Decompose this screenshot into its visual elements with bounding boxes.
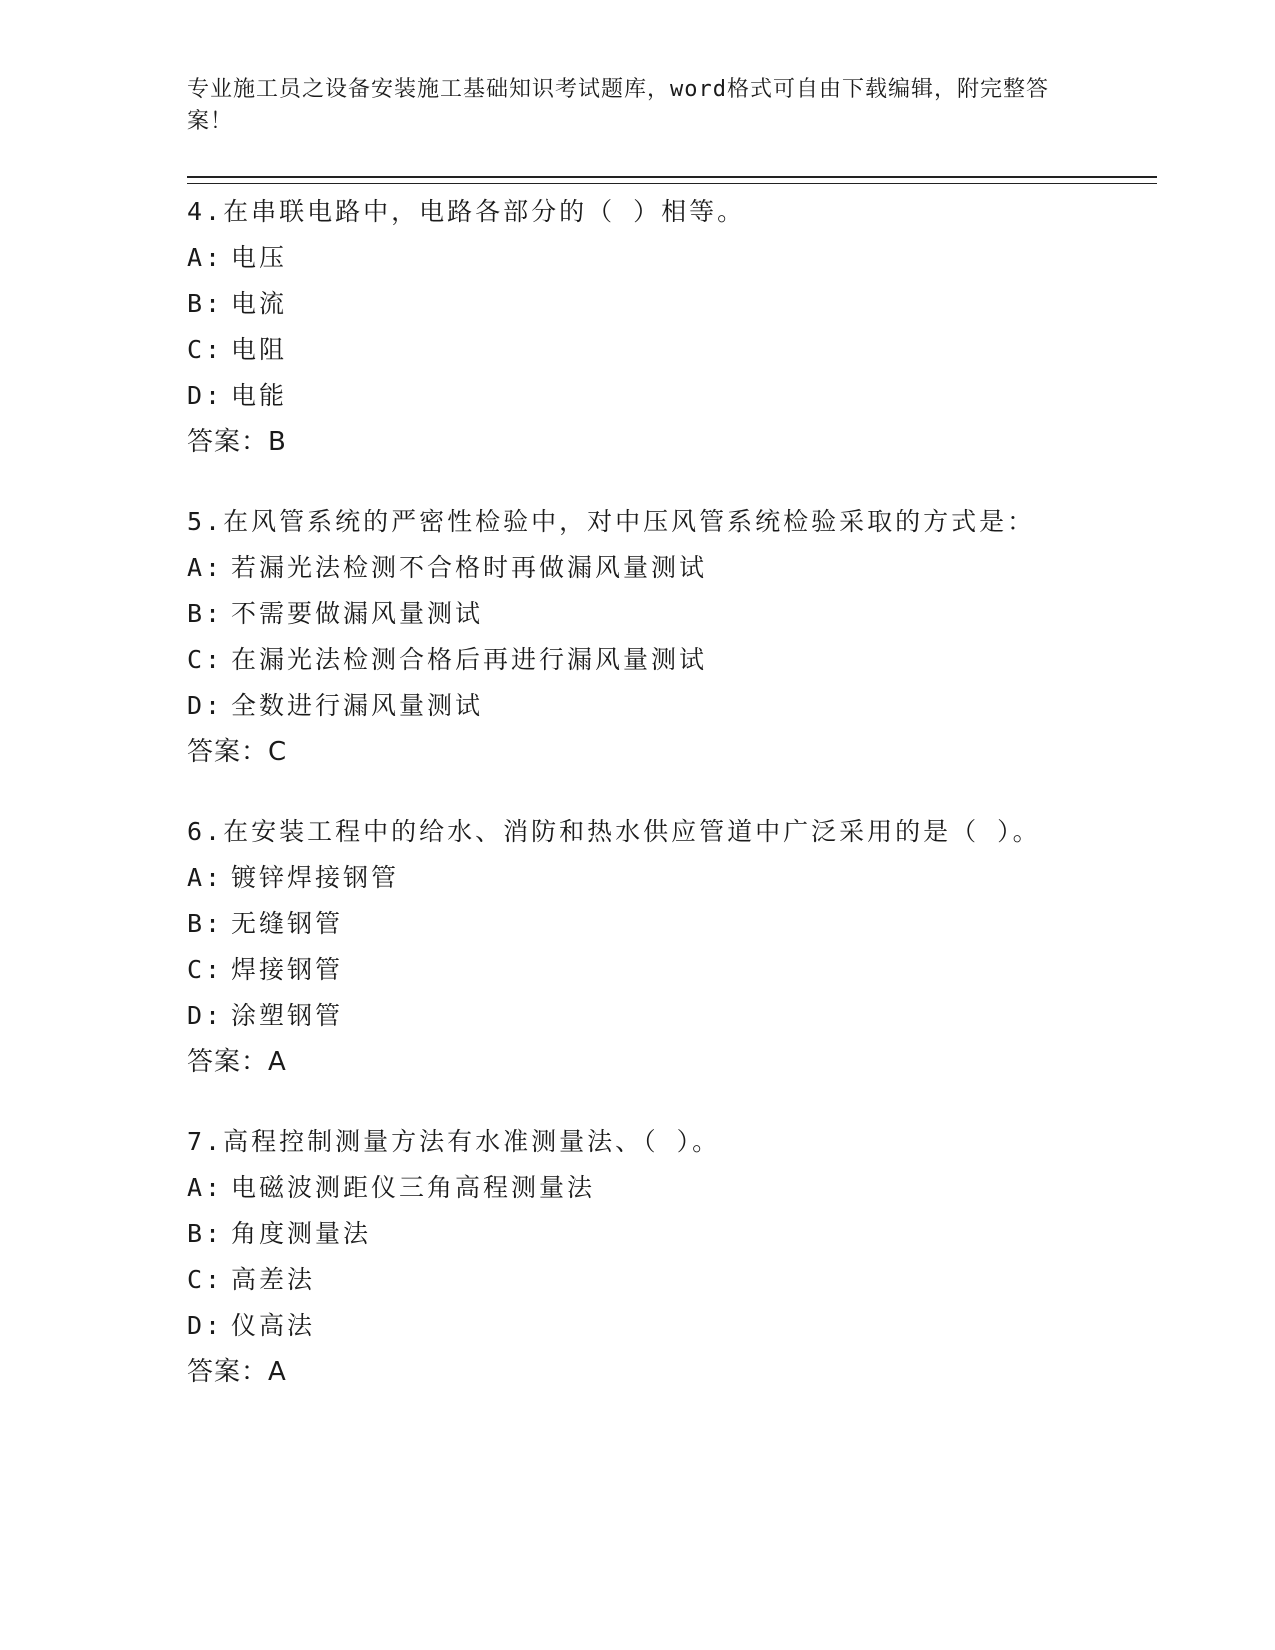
- option-c: [187, 637, 1187, 683]
- option-letter: D:: [187, 1001, 224, 1030]
- option-letter: D:: [187, 1311, 224, 1340]
- option-letter: B:: [187, 909, 224, 938]
- option-letter: B:: [187, 289, 224, 318]
- answer-label: 答案：: [187, 1357, 269, 1387]
- header-divider: [187, 176, 1157, 184]
- option-d: [187, 1303, 1187, 1349]
- question-list: [187, 189, 1187, 1429]
- option-a: [187, 235, 1187, 281]
- option-text: 全数进行漏风量测试: [231, 691, 484, 720]
- option-d: [187, 683, 1187, 729]
- question-6: [187, 809, 1187, 1085]
- option-letter: B:: [187, 599, 224, 628]
- option-d: [187, 993, 1187, 1039]
- option-c: [187, 947, 1187, 993]
- option-text: 高差法: [231, 1265, 316, 1294]
- question-stem: 5.在风管系统的严密性检验中，对中压风管系统检验采取的方式是：: [187, 507, 1036, 536]
- question-stem: 7.高程控制测量方法有水准测量法、（ ）。: [187, 1127, 721, 1156]
- answer-value: A: [268, 1047, 287, 1077]
- answer-value: C: [268, 737, 288, 767]
- option-a: [187, 545, 1187, 591]
- option-b: [187, 281, 1187, 327]
- option-letter: D:: [187, 381, 224, 410]
- option-text: 无缝钢管: [231, 909, 344, 938]
- option-letter: A:: [187, 243, 224, 272]
- option-text: 镀锌焊接钢管: [231, 863, 400, 892]
- question-stem: 6.在安装工程中的给水、消防和热水供应管道中广泛采用的是（ ）。: [187, 817, 1041, 846]
- option-d: [187, 373, 1187, 419]
- option-text: 不需要做漏风量测试: [231, 599, 484, 628]
- option-letter: C:: [187, 335, 224, 364]
- answer-value: A: [268, 1357, 287, 1387]
- answer-label: 答案：: [187, 737, 269, 767]
- answer: [187, 1349, 1187, 1395]
- option-c: [187, 1257, 1187, 1303]
- answer: [187, 729, 1187, 775]
- answer: [187, 419, 1187, 465]
- answer-label: 答案：: [187, 1047, 269, 1077]
- option-b: [187, 1211, 1187, 1257]
- option-letter: C:: [187, 645, 224, 674]
- document-intro: 专业施工员之设备安装施工基础知识考试题库，word格式可自由下载编辑，附完整答案！: [187, 77, 1049, 134]
- option-b: [187, 901, 1187, 947]
- question-7: [187, 1119, 1187, 1395]
- option-letter: D:: [187, 691, 224, 720]
- option-text: 涂塑钢管: [231, 1001, 344, 1030]
- question-4: [187, 189, 1187, 465]
- option-text: 电压: [231, 243, 288, 272]
- option-text: 焊接钢管: [231, 955, 344, 984]
- answer-label: 答案：: [187, 427, 269, 457]
- option-text: 电磁波测距仪三角高程测量法: [231, 1173, 596, 1202]
- answer: [187, 1039, 1187, 1085]
- option-c: [187, 327, 1187, 373]
- option-text: 电能: [231, 381, 288, 410]
- option-text: 在漏光法检测合格后再进行漏风量测试: [231, 645, 708, 674]
- option-letter: A:: [187, 553, 224, 582]
- option-letter: B:: [187, 1219, 224, 1248]
- option-text: 角度测量法: [231, 1219, 372, 1248]
- option-text: 若漏光法检测不合格时再做漏风量测试: [231, 553, 708, 582]
- answer-value: B: [268, 427, 287, 457]
- option-text: 电流: [231, 289, 288, 318]
- question-5: [187, 499, 1187, 775]
- option-letter: C:: [187, 955, 224, 984]
- option-letter: A:: [187, 863, 224, 892]
- option-a: [187, 855, 1187, 901]
- option-text: 电阻: [231, 335, 288, 364]
- option-letter: A:: [187, 1173, 224, 1202]
- option-text: 仪高法: [231, 1311, 316, 1340]
- option-a: [187, 1165, 1187, 1211]
- question-stem: 4.在串联电路中，电路各部分的（ ）相等。: [187, 197, 746, 226]
- option-letter: C:: [187, 1265, 224, 1294]
- option-b: [187, 591, 1187, 637]
